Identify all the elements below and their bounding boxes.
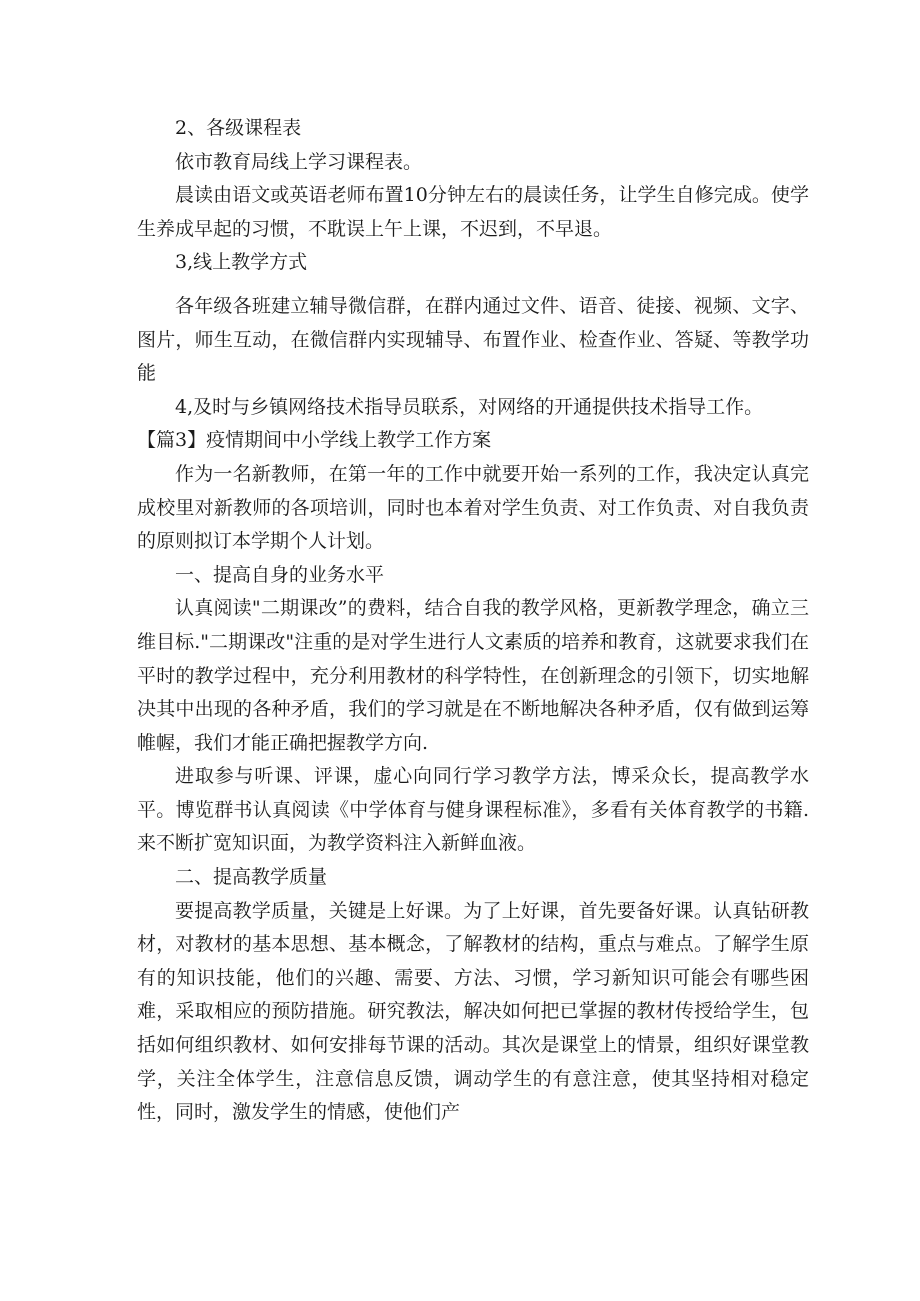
paragraph-lesson-preparation: 要提高教学质量，关键是上好课。为了上好课，首先要备好课。认真钻研教材，对教材的基本思想、基本概念，了解教材的结构，重点与难点。了解学生原有的知识技能，他们的兴趣、需要、方法、习惯，学习新知识可能会有哪些困难，采取相应的预防措施。研究教法，解决如何把已掌握的教材传授给学生，包括如何组织教材、如何安排每节课的活动。其次是课堂上的情景，组织好课堂教学，关注全体学生，注意信息反馈，调动学生的有意注意，使其坚持相对稳定性，同时，激发学生的情感，使他们产 [137,899,809,1124]
section-heading-course-schedule: 2、各级课程表 [175,117,302,139]
document-body [137,112,809,1130]
paragraph-network-support: 4,及时与乡镇网络技术指导员联系，对网络的开通提供技术指导工作。 [175,395,764,418]
section-heading-online-teaching-method: 3,线上教学方式 [175,251,308,274]
article-title-part3: 【篇3】疫情期间中小学线上教学工作方案 [137,429,492,452]
paragraph-wechat-groups: 各年级各班建立辅导微信群，在群内通过文件、语音、徒接、视频、文字、图片，师生互动，在微信群内实现辅导、布置作业、检查作业、答疑、等教学功能 [137,294,809,385]
paragraph-lesson-observation: 进取参与听课、评课，虚心向同行学习教学方法，博采众长，提高教学水平。博览群书认真阅读《中学体育与健身课程标准》，多看有关体育教学的书籍.来不断扩宽知识面，为教学资料注入新鲜血液。 [137,765,809,855]
section-heading-professional-level: 一、提高自身的业务水平 [175,563,385,586]
section-heading-teaching-quality: 二、提高教学质量 [175,866,328,889]
paragraph-curriculum-reform: 认真阅读"二期课改”的费料，结合自我的教学风格，更新教学理念，确立三维目标."二期课改"注重的是对学生进行人文素质的培养和教育，这就要求我们在平时的教学过程中，充分利用教材的科学特性，在创新理念的引领下，切实地解决其中出现的各种矛盾，我们的学习就是在不断地解决各种矛盾，仅有做到运筹帷幄，我们才能正确把握教学方向. [137,597,809,754]
paragraph-morning-reading: 晨读由语文或英语老师布置10分钟左右的晨读任务，让学生自修完成。使学生养成早起的习惯，不耽误上午上课，不迟到，不早退。 [137,184,809,240]
paragraph-online-schedule: 依市教育局线上学习课程表。 [175,150,423,173]
paragraph-new-teacher-plan: 作为一名新教师，在第一年的工作中就要开始一系列的工作，我决定认真完成校里对新教师的各项培训，同时也本着对学生负责、对工作负责、对自我负责的原则拟订本学期个人计划。 [137,462,809,553]
